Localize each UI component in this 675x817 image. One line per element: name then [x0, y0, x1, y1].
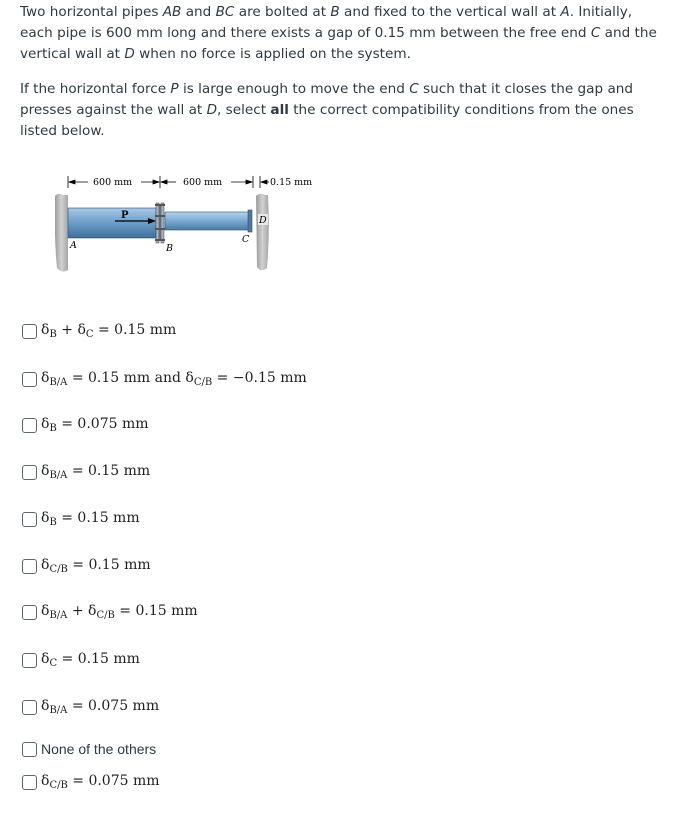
point-b-label: B: [166, 243, 173, 254]
subscript: B/A: [49, 377, 68, 388]
subscript: C/B: [49, 564, 68, 575]
wall-d: [256, 194, 269, 271]
delta-symbol: δ: [41, 557, 50, 573]
point-d-label: D: [259, 215, 267, 226]
dim-bc-label: 600 mm: [183, 177, 223, 188]
text: and fixed to the vertical wall at: [339, 4, 561, 20]
option-5[interactable]: [22, 508, 140, 530]
delta-symbol: δ: [41, 322, 50, 338]
delta-symbol: δ: [41, 651, 50, 667]
option-checkbox[interactable]: [22, 465, 37, 480]
text: Two horizontal pipes: [20, 4, 163, 20]
text: the correct compatibility conditions from the ones listed below.: [20, 102, 634, 139]
option-7[interactable]: [22, 601, 198, 623]
delta-symbol: δ: [185, 370, 194, 386]
option-1[interactable]: [22, 320, 176, 342]
force-p-label: P: [121, 210, 129, 221]
option-checkbox[interactable]: [22, 372, 37, 387]
operator-text: = 0.075 mm: [67, 698, 160, 714]
option-10[interactable]: [22, 738, 156, 760]
subscript: B/A: [49, 470, 68, 481]
delta-symbol: δ: [41, 416, 50, 432]
subscript: B: [49, 329, 57, 340]
subscript: B: [49, 423, 57, 434]
text: when no force is applied on the system.: [134, 46, 411, 62]
option-checkbox[interactable]: [22, 324, 37, 339]
subscript: B/A: [49, 705, 68, 716]
delta-symbol: δ: [77, 322, 86, 338]
pipe-ab: [68, 208, 156, 238]
dim-gap-label: 0.15 mm: [270, 177, 313, 188]
value-text: = 0.15 mm: [93, 322, 177, 338]
operator-text: = 0.075 mm: [67, 773, 160, 789]
delta-symbol: δ: [41, 698, 50, 714]
option-checkbox[interactable]: [22, 559, 37, 574]
delta-symbol: δ: [41, 510, 50, 526]
pipe-bc: [165, 212, 251, 230]
label-a: A: [560, 4, 570, 20]
option-8[interactable]: [22, 649, 140, 671]
text: are bolted at: [234, 4, 331, 20]
option-2[interactable]: [22, 368, 307, 390]
operator-text: = 0.15 mm: [67, 463, 151, 479]
option-label: [41, 557, 151, 575]
point-a-label: A: [70, 240, 77, 251]
label-c: C: [409, 81, 419, 97]
option-label: [41, 416, 149, 434]
text: If the horizontal force: [20, 81, 171, 97]
label-d: D: [206, 102, 218, 118]
option-label: [41, 698, 159, 716]
option-6[interactable]: [22, 555, 151, 577]
delta-symbol: δ: [41, 603, 50, 619]
subscript: C/B: [193, 377, 213, 388]
flange-b: [155, 203, 165, 243]
option-3[interactable]: [22, 414, 149, 436]
label-ab: AB: [162, 4, 182, 20]
option-checkbox[interactable]: [22, 700, 37, 715]
option-label: [41, 603, 198, 621]
option-label: None of the others: [41, 741, 157, 757]
delta-symbol: δ: [41, 463, 50, 479]
end-cap-c: [248, 210, 252, 232]
pipe-diagram: [55, 168, 330, 278]
option-checkbox[interactable]: [22, 653, 37, 668]
option-11[interactable]: [22, 771, 160, 793]
value-text: = 0.15 mm: [114, 603, 198, 619]
option-9[interactable]: [22, 696, 159, 718]
question-paragraph-1: [20, 2, 660, 65]
wall-a: [55, 194, 68, 272]
text: .: [569, 4, 575, 20]
option-label: [41, 463, 150, 481]
operator-text: = 0.15 mm: [57, 651, 140, 667]
subscript: C: [85, 329, 94, 340]
text: and: [181, 4, 216, 20]
label-bc: BC: [215, 4, 235, 20]
delta-symbol: δ: [88, 603, 97, 619]
option-checkbox[interactable]: [22, 742, 37, 757]
subscript: C/B: [96, 610, 115, 621]
emphasis-all: all: [270, 102, 289, 118]
operator-text: = 0.15 mm and: [67, 370, 186, 386]
option-checkbox[interactable]: [22, 605, 37, 620]
text: , select: [217, 102, 271, 118]
operator-text: = 0.15 mm: [67, 557, 151, 573]
operator-text: +: [56, 322, 78, 338]
operator-text: = 0.075 mm: [56, 416, 149, 432]
subscript: C: [49, 658, 58, 669]
point-c-label: C: [242, 234, 250, 245]
dim-ab-label: 600 mm: [93, 177, 133, 188]
option-label: [41, 510, 140, 528]
option-checkbox[interactable]: [22, 775, 37, 790]
operator-text: +: [67, 603, 89, 619]
option-checkbox[interactable]: [22, 512, 37, 527]
label-p: P: [170, 81, 179, 97]
label-c: C: [590, 25, 601, 41]
option-4[interactable]: [22, 461, 150, 483]
text: and the vertical wall at: [20, 25, 657, 62]
question-paragraph-2: [20, 79, 660, 142]
subscript: B/A: [49, 610, 68, 621]
text: such that it closes the gap and presses against the wall at: [20, 81, 634, 118]
label-b: B: [330, 4, 340, 20]
option-checkbox[interactable]: [22, 418, 37, 433]
text: is large enough to move the end: [178, 81, 410, 97]
operator-text: = 0.15 mm: [56, 510, 140, 526]
subscript: C/B: [49, 780, 68, 791]
option-label: [41, 370, 307, 388]
delta-symbol: δ: [41, 773, 50, 789]
option-label: [41, 773, 160, 791]
label-d: D: [124, 46, 135, 62]
option-label: [41, 651, 140, 669]
option-label: [41, 322, 176, 340]
delta-symbol: δ: [41, 370, 50, 386]
value-text: = −0.15 mm: [212, 370, 307, 386]
subscript: B: [49, 517, 57, 528]
text: Initially, each pipe is 600 mm long and there exists a gap of 0.15 mm between the free end: [20, 4, 633, 41]
